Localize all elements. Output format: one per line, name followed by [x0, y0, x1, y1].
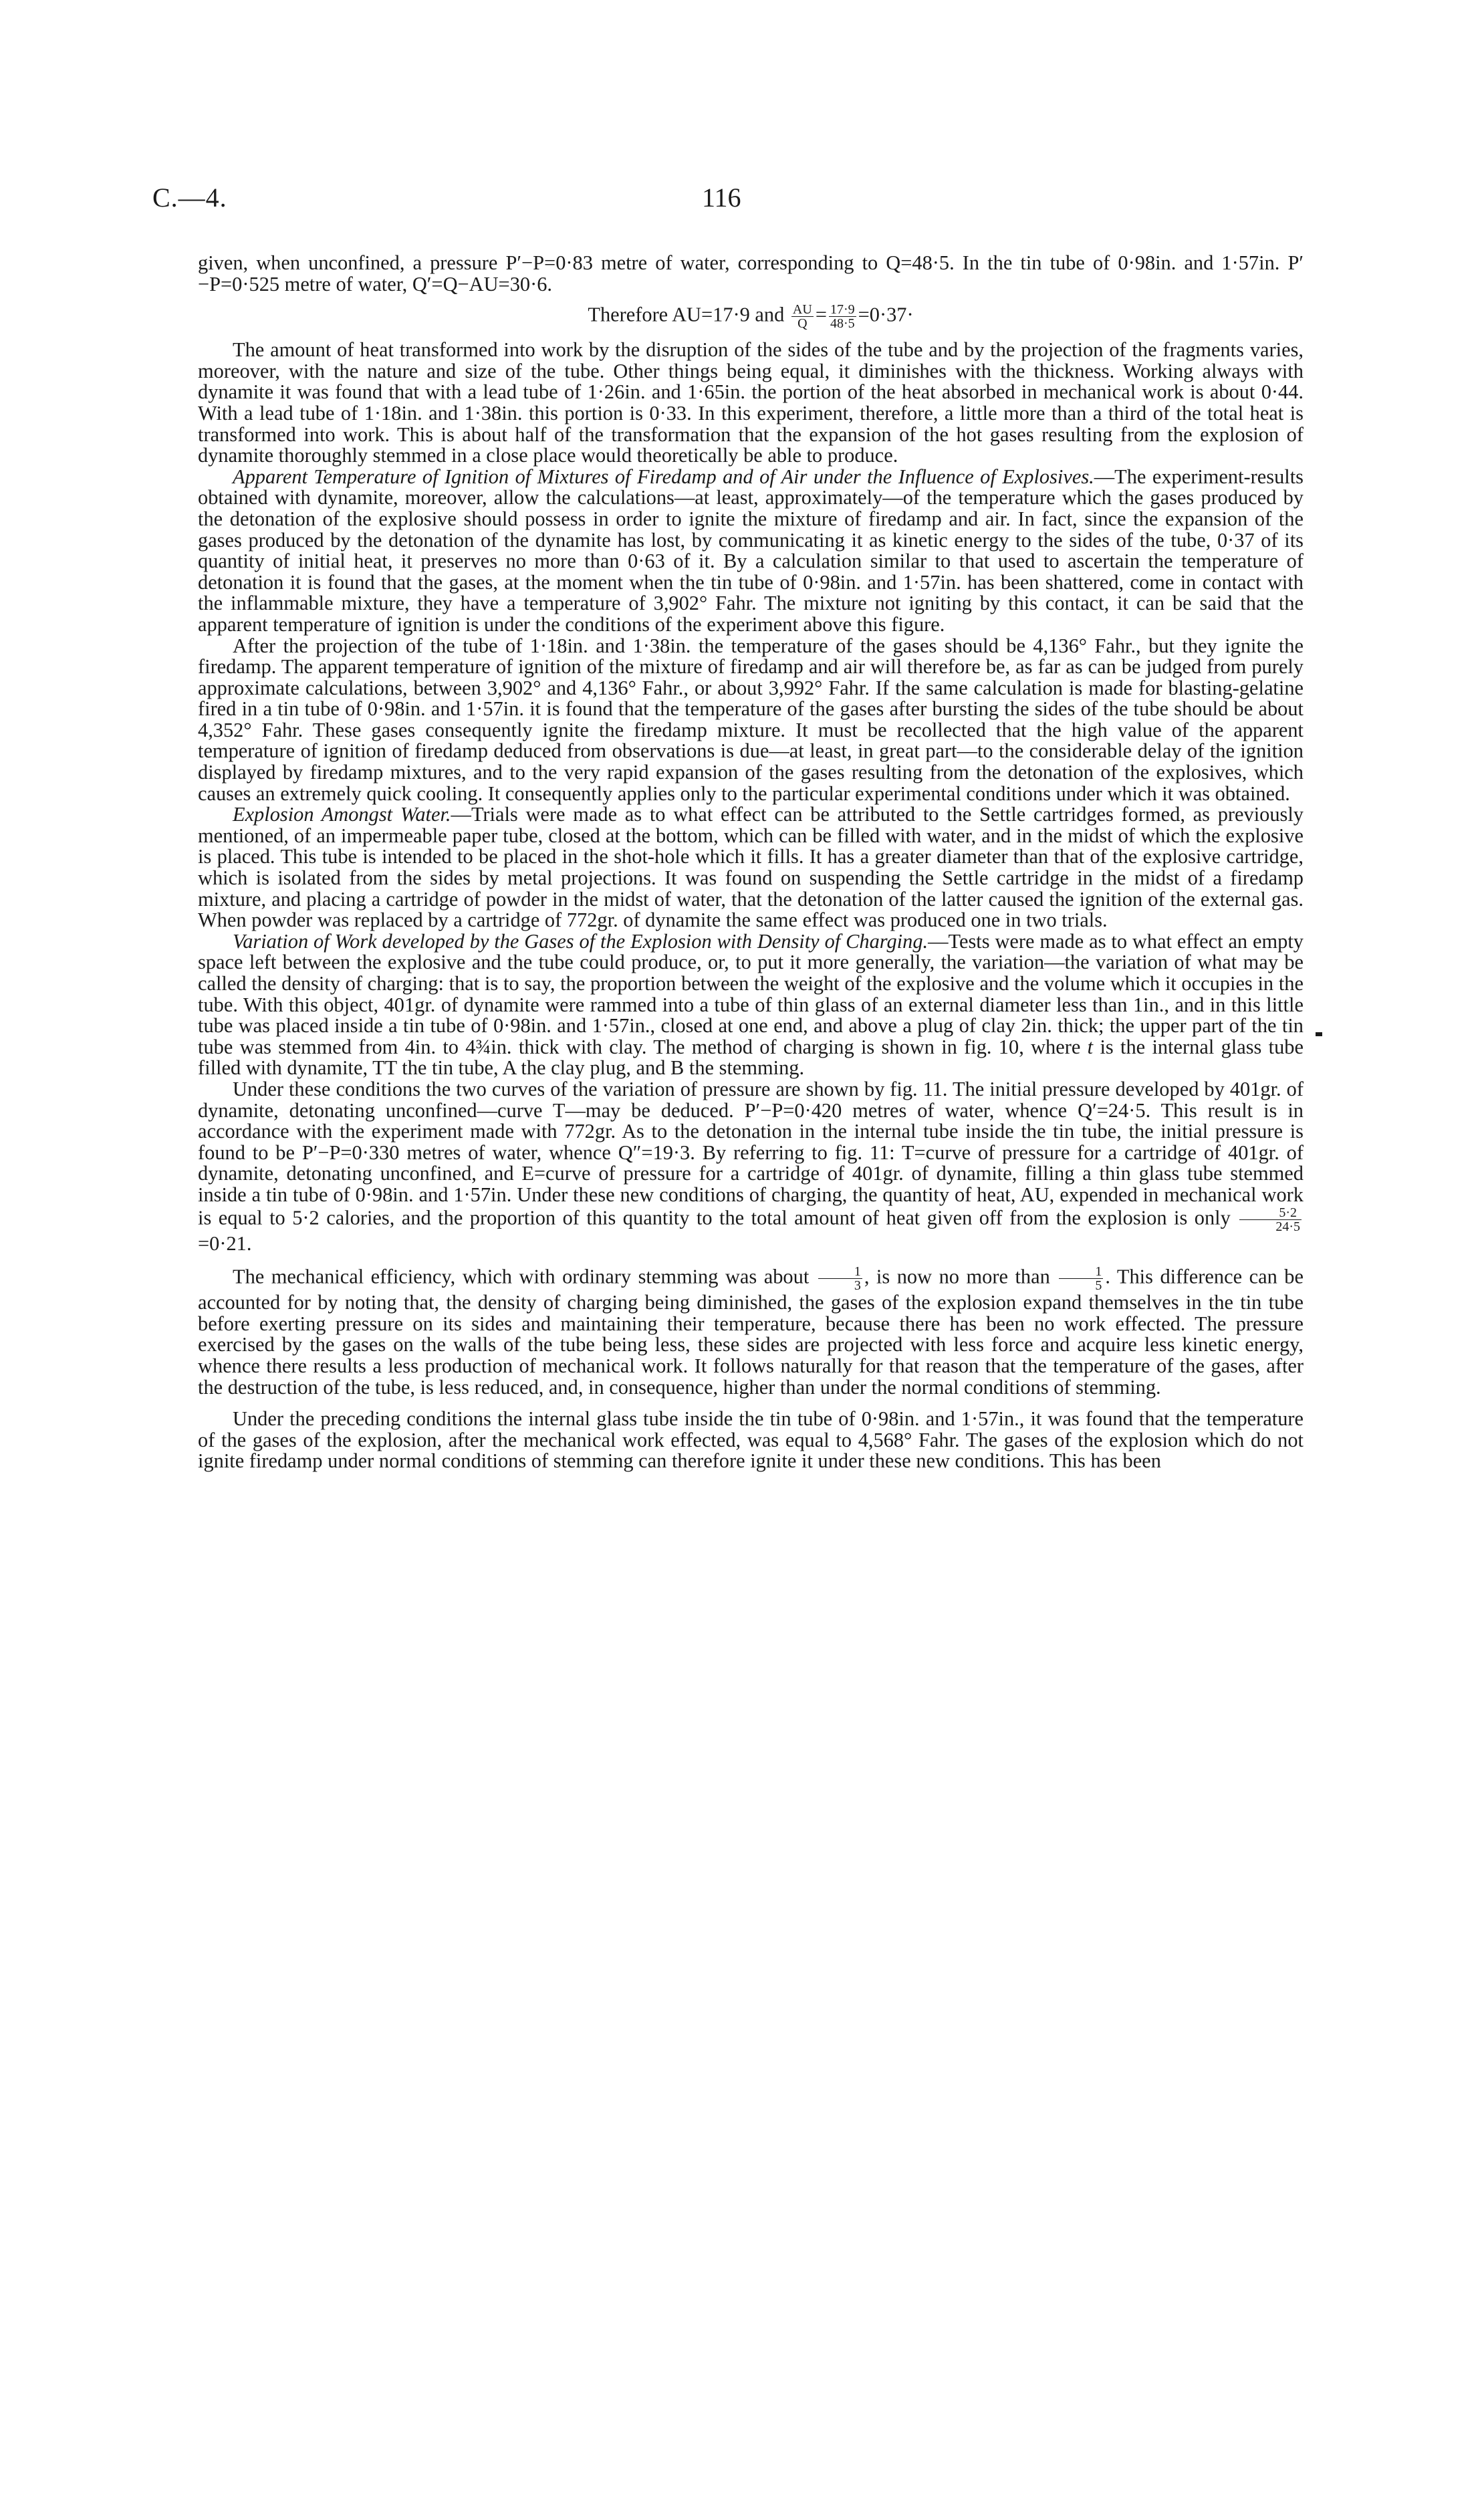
paragraph-3	[198, 467, 1304, 636]
fraction-numerator: 1	[818, 1265, 862, 1279]
fraction-denominator: Q	[797, 316, 808, 332]
fraction-denominator: 3	[854, 1278, 861, 1294]
paragraph-8-a: The mechanical efficiency, which with ordinary stemming was about	[233, 1265, 810, 1288]
paragraph-6-body-1: —Tests were made as to what effect an empty space left between the explosive and the tube could produce, or, to put it more generally, the variation—the variation of what may be called the density of charging: that is to say, the proportion between the weight of the explosive and the volume which it occupies in the tube. With this object, 401gr. of dynamite were rammed into a tube of thin glass of an external diameter less than 1in., and in this little tube was placed inside a tin tube of 0·98in. and 1·57in., closed at one end, and above a plug of clay 2in. thick; the upper part of the tin tube was stemmed from 4in. to 4¾in. thick with clay. The method of charging is shown in fig. 10, where	[198, 929, 1304, 1058]
series-reference: C.—4.	[152, 183, 227, 213]
paragraph-5-body: —Trials were made as to what effect can be attributed to the Settle cartridges formed, as previously mentioned, of an impermeable paper tube, closed at the bottom, which can be filled with water, and in the midst of which the explosive is placed. This tube is intended to be placed in the shot-hole which it fills. It has a greater diameter than that of the explosive cartridge, which is isolated from the sides by metal projections. It was found on suspending the Settle cartridge in the midst of a firedamp mixture, and placing a cartridge of powder in the midst of water, that the detonation of the latter caused the ignition of the external gas. When powder was replaced by a cartridge of 772gr. of dynamite the same effect was produced one in two trials.	[198, 803, 1304, 932]
fraction-numerator: 17·9	[830, 302, 855, 318]
fraction-numeric	[829, 303, 856, 330]
paragraph-6	[198, 931, 1304, 1079]
fraction-denominator: 48·5	[830, 316, 855, 332]
paragraph-4: After the projection of the tube of 1·18in. and 1·38in. the temperature of the gases should be 4,136° Fahr., but they ignite the firedamp. The apparent temperature of ignition of the mixture of firedamp and air will therefore be, as far as can be judged from purely approximate calculations, between 3,902° and 4,136° Fahr., or about 3,992° Fahr. If the same calculation is made for blasting-gelatine fired in a tin tube of 0·98in. and 1·57in. it is found that the temperature of the gases after bursting the sides of the tube should be about 4,352° Fahr. These gases consequently ignite the firedamp mixture. It must be recollected that the high value of the apparent temperature of ignition of firedamp deduced from observations is due—at least, in great part—to the considerable delay of the ignition displayed by firedamp mixtures, and to the very rapid expansion of the gases resulting from the detonation of the explosives, which causes an extremely quick cooling. It consequently applies only to the particular experimental conditions under which it was obtained.	[198, 634, 1304, 805]
fraction-numerator: 1	[1059, 1265, 1103, 1279]
fraction-denominator: 5	[1095, 1278, 1102, 1294]
section-heading-density: Variation of Work developed by the Gases of the Explosion with Density of Charging.	[233, 929, 929, 953]
margin-mark	[1316, 1032, 1322, 1036]
paragraph-2: The amount of heat transformed into work by the disruption of the sides of the tube and by the projection of the fragments varies, moreover, with the nature and size of the tube. Other things being equal, it diminishes with the thickness. Working always with dynamite it was found that with a lead tube of 1·26in. and 1·65in. the portion of the heat absorbed in mechanical work is about 0·44. With a lead tube of 1·18in. and 1·38in. this portion is 0·33. In this experiment, therefore, a little more than a third of the total heat is transformed into work. This is about half of the transformation that the expansion of the hot gases resulting from the explosion of dynamite thoroughly stemmed in a close place would theoretically be able to produce.	[198, 338, 1304, 467]
paragraph-3-body: —The experiment-results obtained with dynamite, moreover, allow the calculations—at least, approximately—of the temperature which the gases produced by the detonation of the explosive should possess in order to ignite the mixture of firedamp and air. In fact, since the expansion of the gases produced by the detonation of the dynamite has lost, by communicating it as kinetic energy to the sides of the tube, 0·37 of its quantity of initial heat, it preserves no more than 0·63 of it. By a calculation similar to that used to ascertain the temperature of detonation it is found that the gases, at the moment when the tin tube of 0·98in. and 1·57in. has been shattered, come in contact with the inflammable mixture, they have a temperature of 3,902° Fahr. The mixture not igniting by this contact, it can be said that the apparent temperature of ignition is under the conditions of the experiment above this figure.	[198, 465, 1304, 636]
fraction-au-over-q	[791, 303, 814, 330]
equation-result: =0·37·	[858, 303, 914, 326]
paragraph-8-b: , is now no more than	[864, 1265, 1050, 1288]
paragraph-7-end: =0·21.	[198, 1231, 252, 1255]
section-heading-water: Explosion Amongst Water.	[233, 803, 451, 826]
paragraph-7	[198, 1079, 1304, 1254]
section-heading-ignition: Apparent Temperature of Ignition of Mixtures of Firedamp and of Air under the Influence of Explosives.	[233, 465, 1094, 488]
paragraph-6-body-2: is the internal glass tube filled with dynamite, TT the tin tube, A the clay plug, and B the stemming.	[198, 1035, 1304, 1080]
paragraph-8	[198, 1265, 1304, 1398]
fraction-one-third	[818, 1265, 862, 1292]
fraction-one-fifth	[1059, 1265, 1103, 1292]
fraction-numerator: 5·2	[1239, 1206, 1302, 1220]
variable-t: t	[1087, 1035, 1094, 1058]
paragraph-1: given, when unconfined, a pressure P′−P=0·83 metre of water, corresponding to Q=48·5. In the tin tube of 0·98in. and 1·57in. P′−P=0·525 metre of water, Q′=Q−AU=30·6.	[198, 251, 1304, 295]
page-number: 116	[702, 183, 741, 213]
body-text	[198, 253, 1304, 1472]
equation-therefore	[198, 303, 1304, 330]
fraction-efficiency	[1239, 1206, 1302, 1233]
fraction-numerator: AU	[792, 302, 812, 318]
paragraph-8-c: . This difference can be accounted for by noting that, the density of charging being diminished, the gases of the explosion expand themselves in the tin tube before exerting pressure on its sides and maintaining their temperature, because there has been no work effected. The pressure exercised by the gases on the walls of the tube being less, these sides are projected with less force and acquire less kinetic energy, whence there results a less production of mechanical work. It follows naturally for that reason that the temperature of the gases, after the destruction of the tube, is less reduced, and, in consequence, higher than under the normal conditions of stemming.	[198, 1265, 1304, 1399]
paragraph-5	[198, 804, 1304, 931]
equation-prefix: Therefore AU=17·9 and	[588, 303, 785, 326]
fraction-denominator: 24·5	[1275, 1219, 1300, 1234]
paragraph-9: Under the preceding conditions the internal glass tube inside the tin tube of 0·98in. and 1·57in., it was found that the temperature of the gases of the explosion, after the mechanical work effected, was equal to 4,568° Fahr. The gases of the explosion which do not ignite firedamp under normal conditions of stemming can therefore ignite it under these new conditions. This has been	[198, 1407, 1304, 1473]
paragraph-7-body: Under these conditions the two curves of the variation of pressure are shown by fig. 11. The initial pressure developed by 401gr. of dynamite, detonating unconfined—curve T—may be deduced. P′−P=0·420 metres of water, whence Q′=24·5. This result is in accordance with the experiment made with 772gr. As to the detonation in the internal tube inside the tin tube, the initial pressure is found to be P′−P=0·330 metres of water, whence Q″=19·3. By referring to fig. 11: T=curve of pressure for a cartridge of 401gr. of dynamite, detonating unconfined, and E=curve of pressure for a cartridge of 401gr. of dynamite, filling a thin glass tube stemmed inside a tin tube of 0·98in. and 1·57in. Under these new conditions of charging, the quantity of heat, AU, expended in mechanical work is equal to 5·2 calories, and the proportion of this quantity to the total amount of heat given off from the explosion is only	[198, 1077, 1304, 1229]
equation-equals: =	[815, 303, 827, 326]
